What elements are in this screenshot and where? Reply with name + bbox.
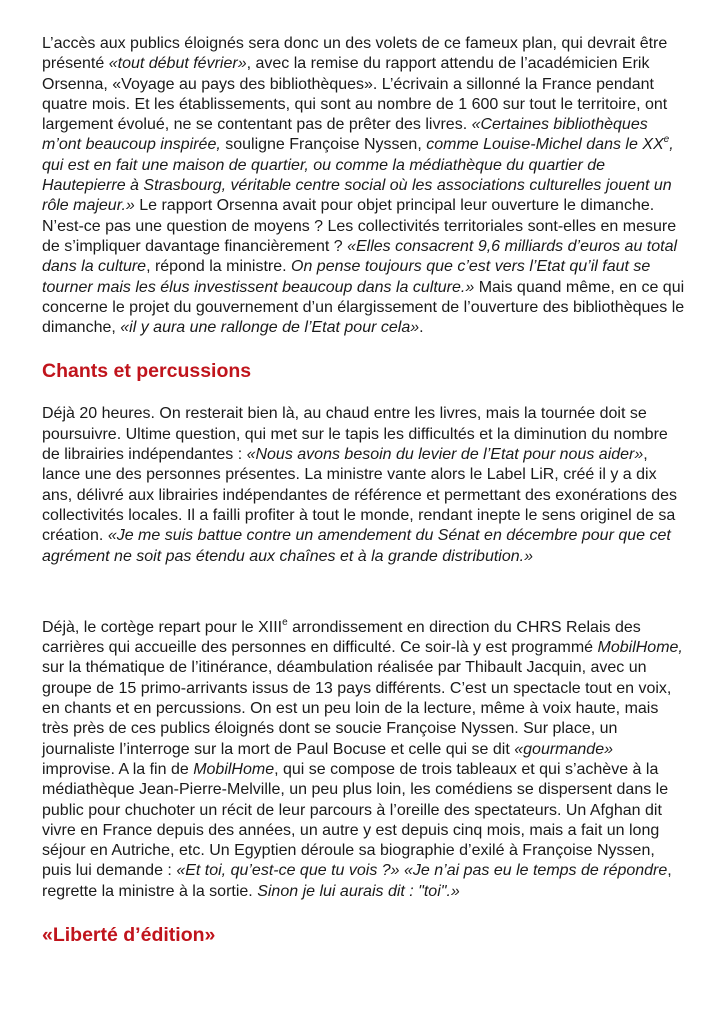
body-text-run: , lance une des personnes présentes. La ministre vante alors le Label LiR, créé il y a dix ans, délivré aux librairies indépendantes de référence et permettant des exonérations des collectivités locales. Il a failli profiter à tout le monde, rendant inepte le sens originel de sa création. <box>42 446 678 545</box>
body-text-run: sur la thématique de l’itinérance, déambulation réalisée par Thibault Jacquin, avec un groupe de 15 primo-arrivants issus de 13 pays différents. C’est un spectacle tout en voix, en chants et en percussions. On est un peu loin de la lecture, même à voix haute, mais très près de ces publics éloignés dont se soucie Françoise Nyssen. Sur place, un journaliste l’interroge sur la mort de Paul Bocuse et celle qui se dit <box>42 659 672 758</box>
body-text-run: , avec la remise du rapport attendu de l’académicien Erik Orsenna, «Voyage au pays des bibliothèques». L’écrivain a sillonné la France pendant quatre mois. Et les établissements, qui sont au nombre de 1 600 sur tout le territoire, ont largement évolué, ne se contentant pas de prêter des livres. <box>42 55 668 134</box>
body-text-run: Mais quand même, en ce qui concerne le projet du gouvernement d’un élargissement de l’ouverture des bibliothèques le dimanche, <box>42 278 685 337</box>
body-text-run: souligne Françoise Nyssen, <box>220 136 427 154</box>
body-text-run: Le rapport Orsenna avait pour objet principal leur ouverture le dimanche. N’est-ce pas une question de moyens ? Les collectivités territoriales sont-elles en mesure de s’impliquer davantage financièrement ? <box>42 197 677 255</box>
italic-quote-text: MobilHome <box>193 760 275 778</box>
italic-quote-text: «tout début février» <box>108 55 247 73</box>
italic-quote-text: «Et toi, qu’est-ce que tu vois ?» «Je n’ai pas eu le temps de répondre <box>176 862 668 880</box>
body-text-run: L’accès aux publics éloignés sera donc un des volets de ce fameux plan, qui devrait être présenté <box>42 35 668 73</box>
body-text-run: arrondissement en direction du CHRS Relais des carrières qui accueille des personnes en difficulté. Ce soir-là y est programmé <box>42 618 641 657</box>
italic-quote-text: «Elles consacrent 9,6 milliards d’euros au total dans la culture <box>42 237 678 276</box>
body-text-run: , qui se compose de trois tableaux et qui s’achève à la médiathèque Jean-Pierre-Melville, un peu plus loin, les comédiens se dispersent dans le public pour chuchoter un récit de leur parcours à l’oreille des spectateurs. Un Afghan dit vivre en France depuis des années, un autre y est depuis cinq mois, mais a fait un long séjour en Autriche, etc. Un Egyptien déroule sa biographie d’exilé à Françoise Nyssen, puis lui demande : <box>42 760 669 880</box>
body-text-run: , répond la ministre. <box>146 258 292 276</box>
italic-quote-text: MobilHome, <box>597 639 683 657</box>
body-text-run: improvise. A la fin de <box>42 760 194 778</box>
paragraph-mobilhome-show <box>42 618 687 902</box>
body-text-run: , regrette la ministre à la sortie. <box>42 862 672 900</box>
article-body <box>42 34 687 947</box>
italic-quote-text: Sinon je lui aurais dit : "toi".» <box>257 882 460 900</box>
body-text-run: Déjà 20 heures. On resterait bien là, au chaud entre les livres, mais la tournée doit se poursuivre. Ultime question, qui met sur le tapis les difficultés et la diminution du nombre de librairies indépendantes : <box>42 405 668 464</box>
section-heading-chants-et-percussions: Chants et percussions <box>42 360 252 383</box>
italic-quote-text: «Nous avons besoin du levier de l’Etat pour nous aider» <box>246 446 644 464</box>
section-heading-liberte-edition: «Liberté d’édition» <box>42 923 216 946</box>
italic-quote-text: «il y aura une rallonge de l’Etat pour cela» <box>120 319 420 337</box>
italic-quote-text: comme Louise-Michel dans le XX <box>426 136 664 154</box>
italic-quote-text: «gourmande» <box>514 740 613 758</box>
body-text-run: . <box>419 319 424 337</box>
paragraph-library-access <box>42 34 687 338</box>
italic-quote-text: , qui est en fait une maison de quartier, ou comme la médiathèque du quartier de Hautepierre à Strasbourg, véritable centre social où les associations culturelles jouent un rôle majeur.» <box>42 136 674 215</box>
superscript-text: e <box>282 616 288 628</box>
paragraph-independent-bookshops <box>42 404 687 566</box>
italic-quote-text: On pense toujours que c’est vers l’Etat qu’il faut se tourner mais les élus investissent beaucoup dans la culture.» <box>42 258 651 296</box>
body-text-run: Déjà, le cortège repart pour le XIII <box>42 618 283 636</box>
italic-quote-text: «Je me suis battue contre un amendement du Sénat en décembre pour que cet agrément ne soit pas étendu aux chaînes et à la grande distribution.» <box>42 527 671 565</box>
superscript-text: e <box>663 134 670 146</box>
italic-quote-text: «Certaines bibliothèques m’ont beaucoup inspirée, <box>42 116 648 154</box>
